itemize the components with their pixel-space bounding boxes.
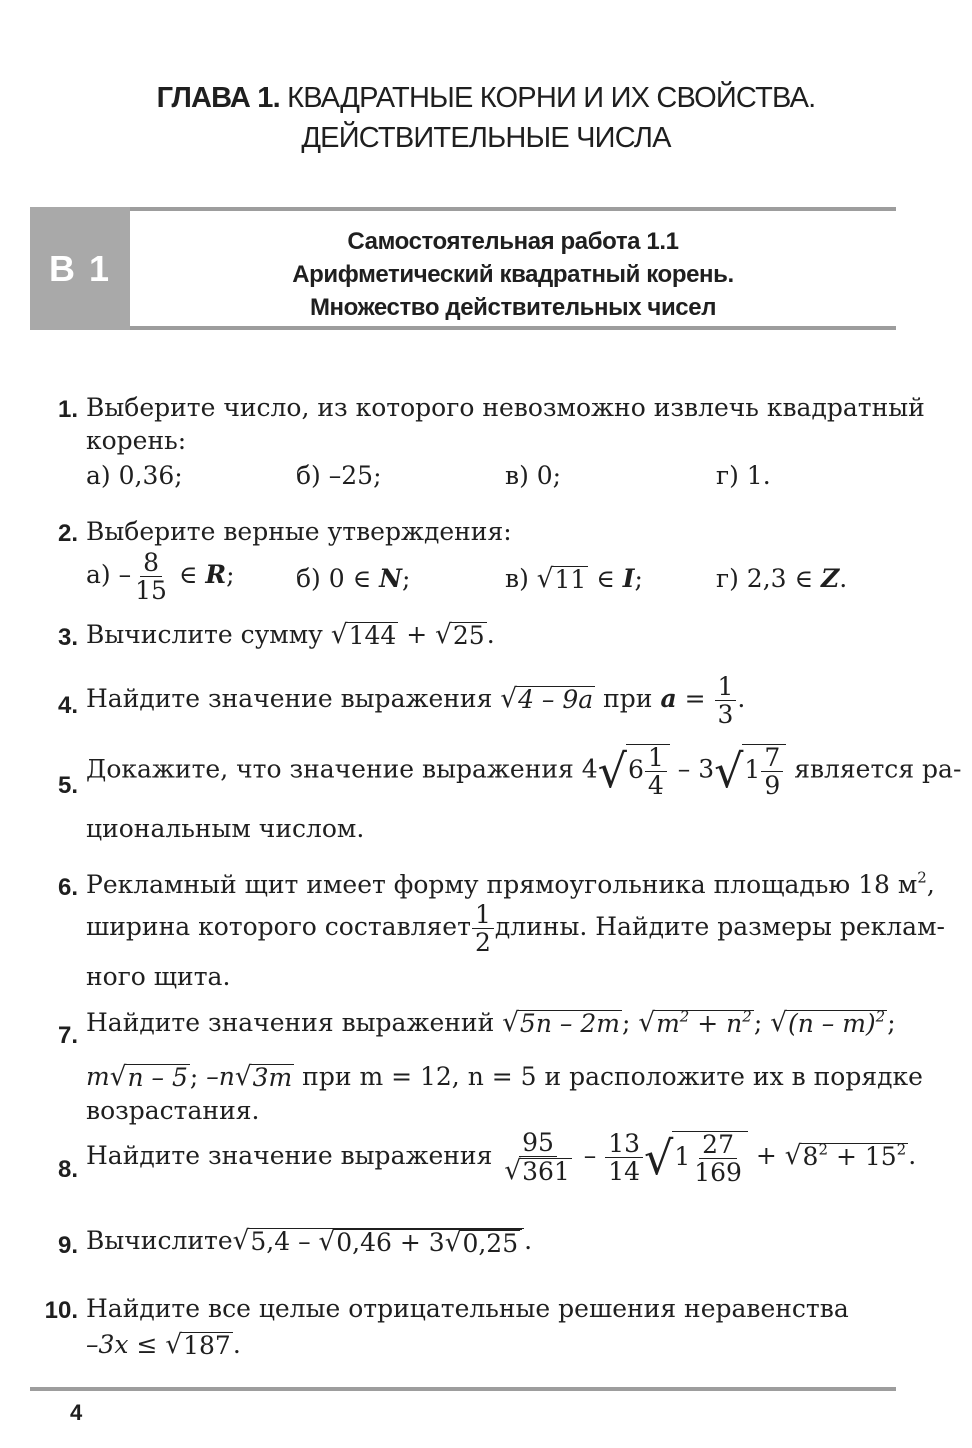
plus-sign: + xyxy=(406,620,428,649)
coefficient: 3 xyxy=(698,754,715,784)
square-root: √ 187 xyxy=(165,1330,231,1360)
radicand xyxy=(626,744,670,798)
task-text xyxy=(86,674,745,727)
task-number: 7. xyxy=(57,1022,78,1049)
minus-sign: – xyxy=(583,1141,597,1171)
denominator: 2 xyxy=(474,928,491,957)
task-prompt-tail: при m = 12, n = 5 и расположите их в порядке xyxy=(302,1062,923,1091)
fraction xyxy=(605,1129,643,1187)
answer-option-d: г) 2,3 ∈ Z. xyxy=(716,564,848,593)
denominator: 169 xyxy=(694,1157,742,1187)
radicand: 25 xyxy=(452,621,485,650)
term: + 15 xyxy=(835,1142,897,1172)
footer-rule xyxy=(30,1387,896,1391)
task-text xyxy=(86,1130,916,1185)
radicand: n – 5 xyxy=(127,1063,188,1092)
radicand: 4 – 9a xyxy=(518,685,594,714)
equals-sign: = xyxy=(684,684,706,713)
numerator: 1 xyxy=(472,902,494,929)
inequality-left: –3x ≤ xyxy=(86,1330,158,1359)
square-root: √ 4 – 9a xyxy=(500,684,594,714)
square-root: √ 5n – 2m xyxy=(502,1008,620,1038)
square-root: √ 144 xyxy=(330,620,397,650)
square-root: √ $m^2 + n^2$ xyxy=(638,1007,752,1038)
fraction xyxy=(132,550,170,603)
option-prefix: в) xyxy=(505,564,529,593)
square-root: √ 0,46 + 3 √ 0,25 xyxy=(319,1229,523,1257)
separator: ; xyxy=(753,1008,763,1037)
work-header xyxy=(30,207,896,330)
task-number: 3. xyxy=(57,624,78,651)
task-prompt: ширина которого составляет xyxy=(86,912,471,941)
task-text: Выберите число, из которого невозможно извлечь квадратный xyxy=(86,393,925,422)
coefficient: 4 xyxy=(581,754,598,784)
period: . xyxy=(524,1226,533,1255)
term: 5,4 – xyxy=(250,1227,311,1256)
task-prompt-tail: длины. Найдите размеры реклам- xyxy=(494,912,945,941)
radicand: 361 xyxy=(522,1157,570,1186)
element-of-sign: ∈ xyxy=(178,560,198,589)
option-prefix: г) 2,3 ∈ xyxy=(716,564,814,593)
period: . xyxy=(908,1141,917,1171)
radicand: 0,25 xyxy=(462,1229,519,1258)
denominator: 14 xyxy=(608,1157,640,1187)
task-text xyxy=(86,870,935,899)
term: 0,46 + 3 xyxy=(336,1228,445,1257)
square-root: √ (n – m)$^2$ xyxy=(770,1007,886,1038)
radicand xyxy=(786,1007,887,1038)
coefficient: m xyxy=(86,1062,110,1091)
task-text: Найдите все целые отрицательные решения неравенства xyxy=(86,1294,849,1323)
work-topic-line2: Множество действительных чисел xyxy=(309,294,717,321)
square-root: √ 1 $\frac{7}{9}$ xyxy=(714,744,786,798)
term: + n xyxy=(697,1009,743,1038)
set-symbol: I xyxy=(622,564,635,593)
radicand xyxy=(672,1131,748,1185)
denominator: 4 xyxy=(647,771,664,800)
task-number: 1. xyxy=(57,396,78,423)
radicand: 144 xyxy=(348,621,397,650)
numerator: 27 xyxy=(699,1132,737,1159)
answer-option-d: г) 1. xyxy=(716,461,771,490)
denominator: 9 xyxy=(764,771,781,800)
task-text xyxy=(86,902,945,955)
radicand: 11 xyxy=(554,565,587,594)
task-prompt: Вычислите xyxy=(86,1226,233,1255)
task-text xyxy=(86,1008,896,1037)
square-root: √ 6 $\frac{1}{4}$ xyxy=(598,744,670,798)
coefficient: –n xyxy=(206,1062,235,1091)
separator: ; xyxy=(887,1008,896,1037)
task-text xyxy=(86,744,961,798)
task-text xyxy=(86,1062,923,1091)
square-root: √ 3m xyxy=(234,1062,293,1092)
numerator: 8 xyxy=(140,550,162,577)
set-symbol: R xyxy=(205,560,227,589)
task-text xyxy=(86,1226,532,1257)
chapter-title-line2: ДЕЙСТВИТЕЛЬНЫЕ ЧИСЛА xyxy=(301,122,671,154)
period: . xyxy=(232,1330,241,1359)
exponent: 2 xyxy=(896,1140,907,1159)
task-number: 4. xyxy=(57,692,78,719)
term: 8 xyxy=(802,1142,819,1172)
denominator: 15 xyxy=(135,576,167,605)
task-prompt: Докажите, что значение выражения xyxy=(86,754,574,784)
task-number: 6. xyxy=(57,874,78,901)
chapter-title-line1: КВАДРАТНЫЕ КОРНИ И ИХ СВОЙСТВА. xyxy=(287,82,816,114)
answer-option-a: а) 0,36; xyxy=(86,461,183,490)
square-root: √ 11 xyxy=(536,564,587,594)
answer-option-b: б) –25; xyxy=(296,461,382,490)
task-prompt-tail: является ра- xyxy=(794,754,962,784)
option-prefix: б) 0 ∈ xyxy=(296,564,372,593)
chapter-heading-line1 xyxy=(0,78,972,118)
answer-option-c: в) 0; xyxy=(505,461,562,490)
radicand: 3m xyxy=(252,1063,293,1092)
square-root: √ 5,4 – √ 0,46 + 3 √ 0,25 xyxy=(233,1228,524,1257)
period: . xyxy=(486,620,495,649)
answer-option-a: а) – $\frac{8}{15}$ ∈ R; xyxy=(86,548,235,605)
whole-part: 1 xyxy=(744,755,761,784)
element-of-sign: ∈ xyxy=(596,564,615,593)
answer-option-c: в) √ 11 ∈ I; xyxy=(505,564,643,594)
whole-part: 1 xyxy=(674,1141,691,1171)
exponent: 2 xyxy=(818,1140,828,1159)
numerator: 1 xyxy=(715,674,737,701)
task-number: 5. xyxy=(57,772,78,799)
task-prompt: Найдите значения выражений xyxy=(86,1008,495,1037)
square-root: √ 25 xyxy=(435,620,485,650)
fraction xyxy=(645,745,667,798)
square-root: √ 0,25 xyxy=(444,1228,519,1258)
comma: , xyxy=(926,870,935,899)
square-root: √ 361 xyxy=(504,1156,570,1186)
square-root: √ n – 5 xyxy=(109,1062,188,1092)
separator: ; xyxy=(189,1062,199,1091)
option-prefix: а) – xyxy=(86,560,132,589)
numerator: 95 xyxy=(519,1130,557,1157)
set-symbol: Z xyxy=(820,564,840,593)
radicand: 5n – 2m xyxy=(519,1009,620,1038)
task-number: 8. xyxy=(57,1156,78,1183)
exponent: 2 xyxy=(875,1007,886,1026)
plus-sign: + xyxy=(755,1141,777,1171)
radicand xyxy=(334,1229,522,1257)
exponent: 2 xyxy=(679,1007,690,1026)
task-prompt: Найдите значение выражения xyxy=(86,684,493,713)
task-text: Выберите верные утверждения: xyxy=(86,517,512,546)
square-root: √ $8^2 + 15^2$ xyxy=(784,1140,907,1172)
period: . xyxy=(737,684,746,713)
task-text: корень: xyxy=(86,426,187,455)
chapter-label: ГЛАВА 1. xyxy=(156,82,280,114)
work-title xyxy=(130,225,896,324)
task-text: циональным числом. xyxy=(86,814,365,843)
square-root: √ 1 $\frac{27}{169}$ xyxy=(644,1131,748,1185)
set-symbol: N xyxy=(379,564,402,593)
radicand xyxy=(801,1140,909,1172)
denominator xyxy=(501,1157,574,1185)
task-text xyxy=(86,620,495,649)
variable: a xyxy=(660,684,677,713)
radicand xyxy=(742,744,786,798)
word-at: при xyxy=(603,684,653,713)
task-prompt: Вычислите сумму xyxy=(86,620,323,649)
task-text: возрастания. xyxy=(86,1096,260,1125)
task-prompt: Рекламный щит имеет форму прямоугольника площадью 18 м xyxy=(86,870,918,899)
task-number: 9. xyxy=(57,1232,78,1259)
page-number: 4 xyxy=(70,1400,83,1425)
task-number: 2. xyxy=(57,520,78,547)
answer-option-b: б) 0 ∈ N; xyxy=(296,564,411,593)
task-number: 10. xyxy=(44,1297,78,1324)
chapter-heading xyxy=(0,78,972,158)
numerator: 7 xyxy=(761,745,783,772)
term: m xyxy=(656,1009,680,1038)
whole-part: 6 xyxy=(627,755,644,784)
term: (n – m) xyxy=(787,1009,876,1038)
denominator: 3 xyxy=(717,700,734,729)
numerator: 1 xyxy=(645,745,667,772)
radicand xyxy=(654,1007,754,1038)
radicand: 187 xyxy=(183,1331,231,1360)
radicand xyxy=(248,1228,524,1257)
work-topic-line1: Арифметический квадратный корень. xyxy=(292,261,734,288)
task-text: ного щита. xyxy=(86,962,231,991)
numerator: 13 xyxy=(605,1131,643,1158)
work-name: Самостоятельная работа 1.1 xyxy=(347,228,679,255)
minus-sign: – xyxy=(677,754,691,784)
task-text xyxy=(86,1330,241,1359)
fraction xyxy=(715,674,737,727)
separator: ; xyxy=(621,1008,631,1037)
fraction xyxy=(761,745,783,798)
exponent: 2 xyxy=(742,1007,752,1026)
variant-badge: В 1 xyxy=(30,207,130,330)
fraction xyxy=(501,1130,574,1185)
fraction xyxy=(472,902,494,955)
exponent: 2 xyxy=(917,868,927,887)
task-prompt: Найдите значение выражения xyxy=(86,1141,493,1171)
